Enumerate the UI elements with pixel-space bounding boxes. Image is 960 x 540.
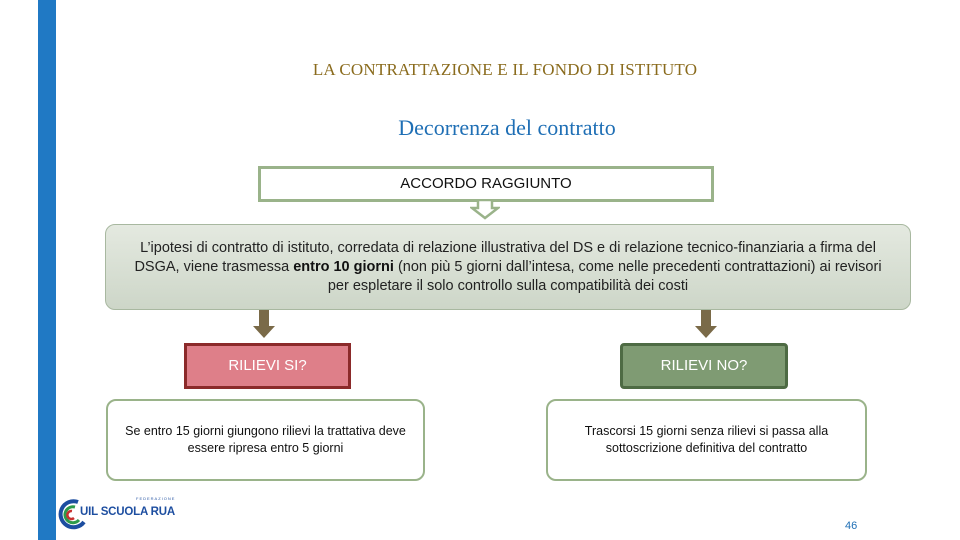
ipotesi-contratto-box (105, 224, 911, 310)
down-arrow-icon (252, 310, 276, 340)
ipotesi-text-part2: (non più 5 giorni dall’intesa, come nelle precedenti contrattazioni) ai revisori per espletare il solo controllo sulla compatibilità dei costi (327, 259, 882, 294)
logo-small-text: FEDERAZIONE (136, 496, 176, 501)
uil-scuola-logo (58, 496, 176, 532)
rilievi-no-detail-box (546, 399, 867, 481)
logo-text: UIL SCUOLA RUA (80, 506, 175, 518)
rilievi-no-box: RILIEVI NO? (620, 343, 788, 389)
accordo-raggiunto-box: ACCORDO RAGGIUNTO (258, 166, 714, 202)
down-arrow-icon (694, 310, 718, 340)
ipotesi-text-part1: L’ipotesi di contratto di istituto, corredata di relazione illustrativa del DS e di relazione tecnico-finanziaria a firma del DSGA, viene trasmessa (134, 240, 876, 275)
rilievi-si-box: RILIEVI SI? (184, 343, 351, 389)
down-arrow-icon (470, 200, 500, 220)
slide-title: LA CONTRATTAZIONE E IL FONDO DI ISTITUTO (312, 60, 698, 79)
ipotesi-text-bold: entro 10 giorni (293, 259, 394, 275)
slide-subtitle: Decorrenza del contratto (398, 115, 616, 140)
rilievi-si-detail-box (106, 399, 425, 481)
page-number: 46 (845, 520, 858, 532)
rilievi-no-detail-text: Trascorsi 15 giorni senza rilievi si passa alla sottoscrizione definitiva del contratto (584, 424, 829, 455)
rilievi-si-detail-text: Se entro 15 giorni giungono rilievi la trattativa deve essere ripresa entro 5 giorni (125, 424, 406, 455)
side-accent-bar (38, 0, 56, 540)
